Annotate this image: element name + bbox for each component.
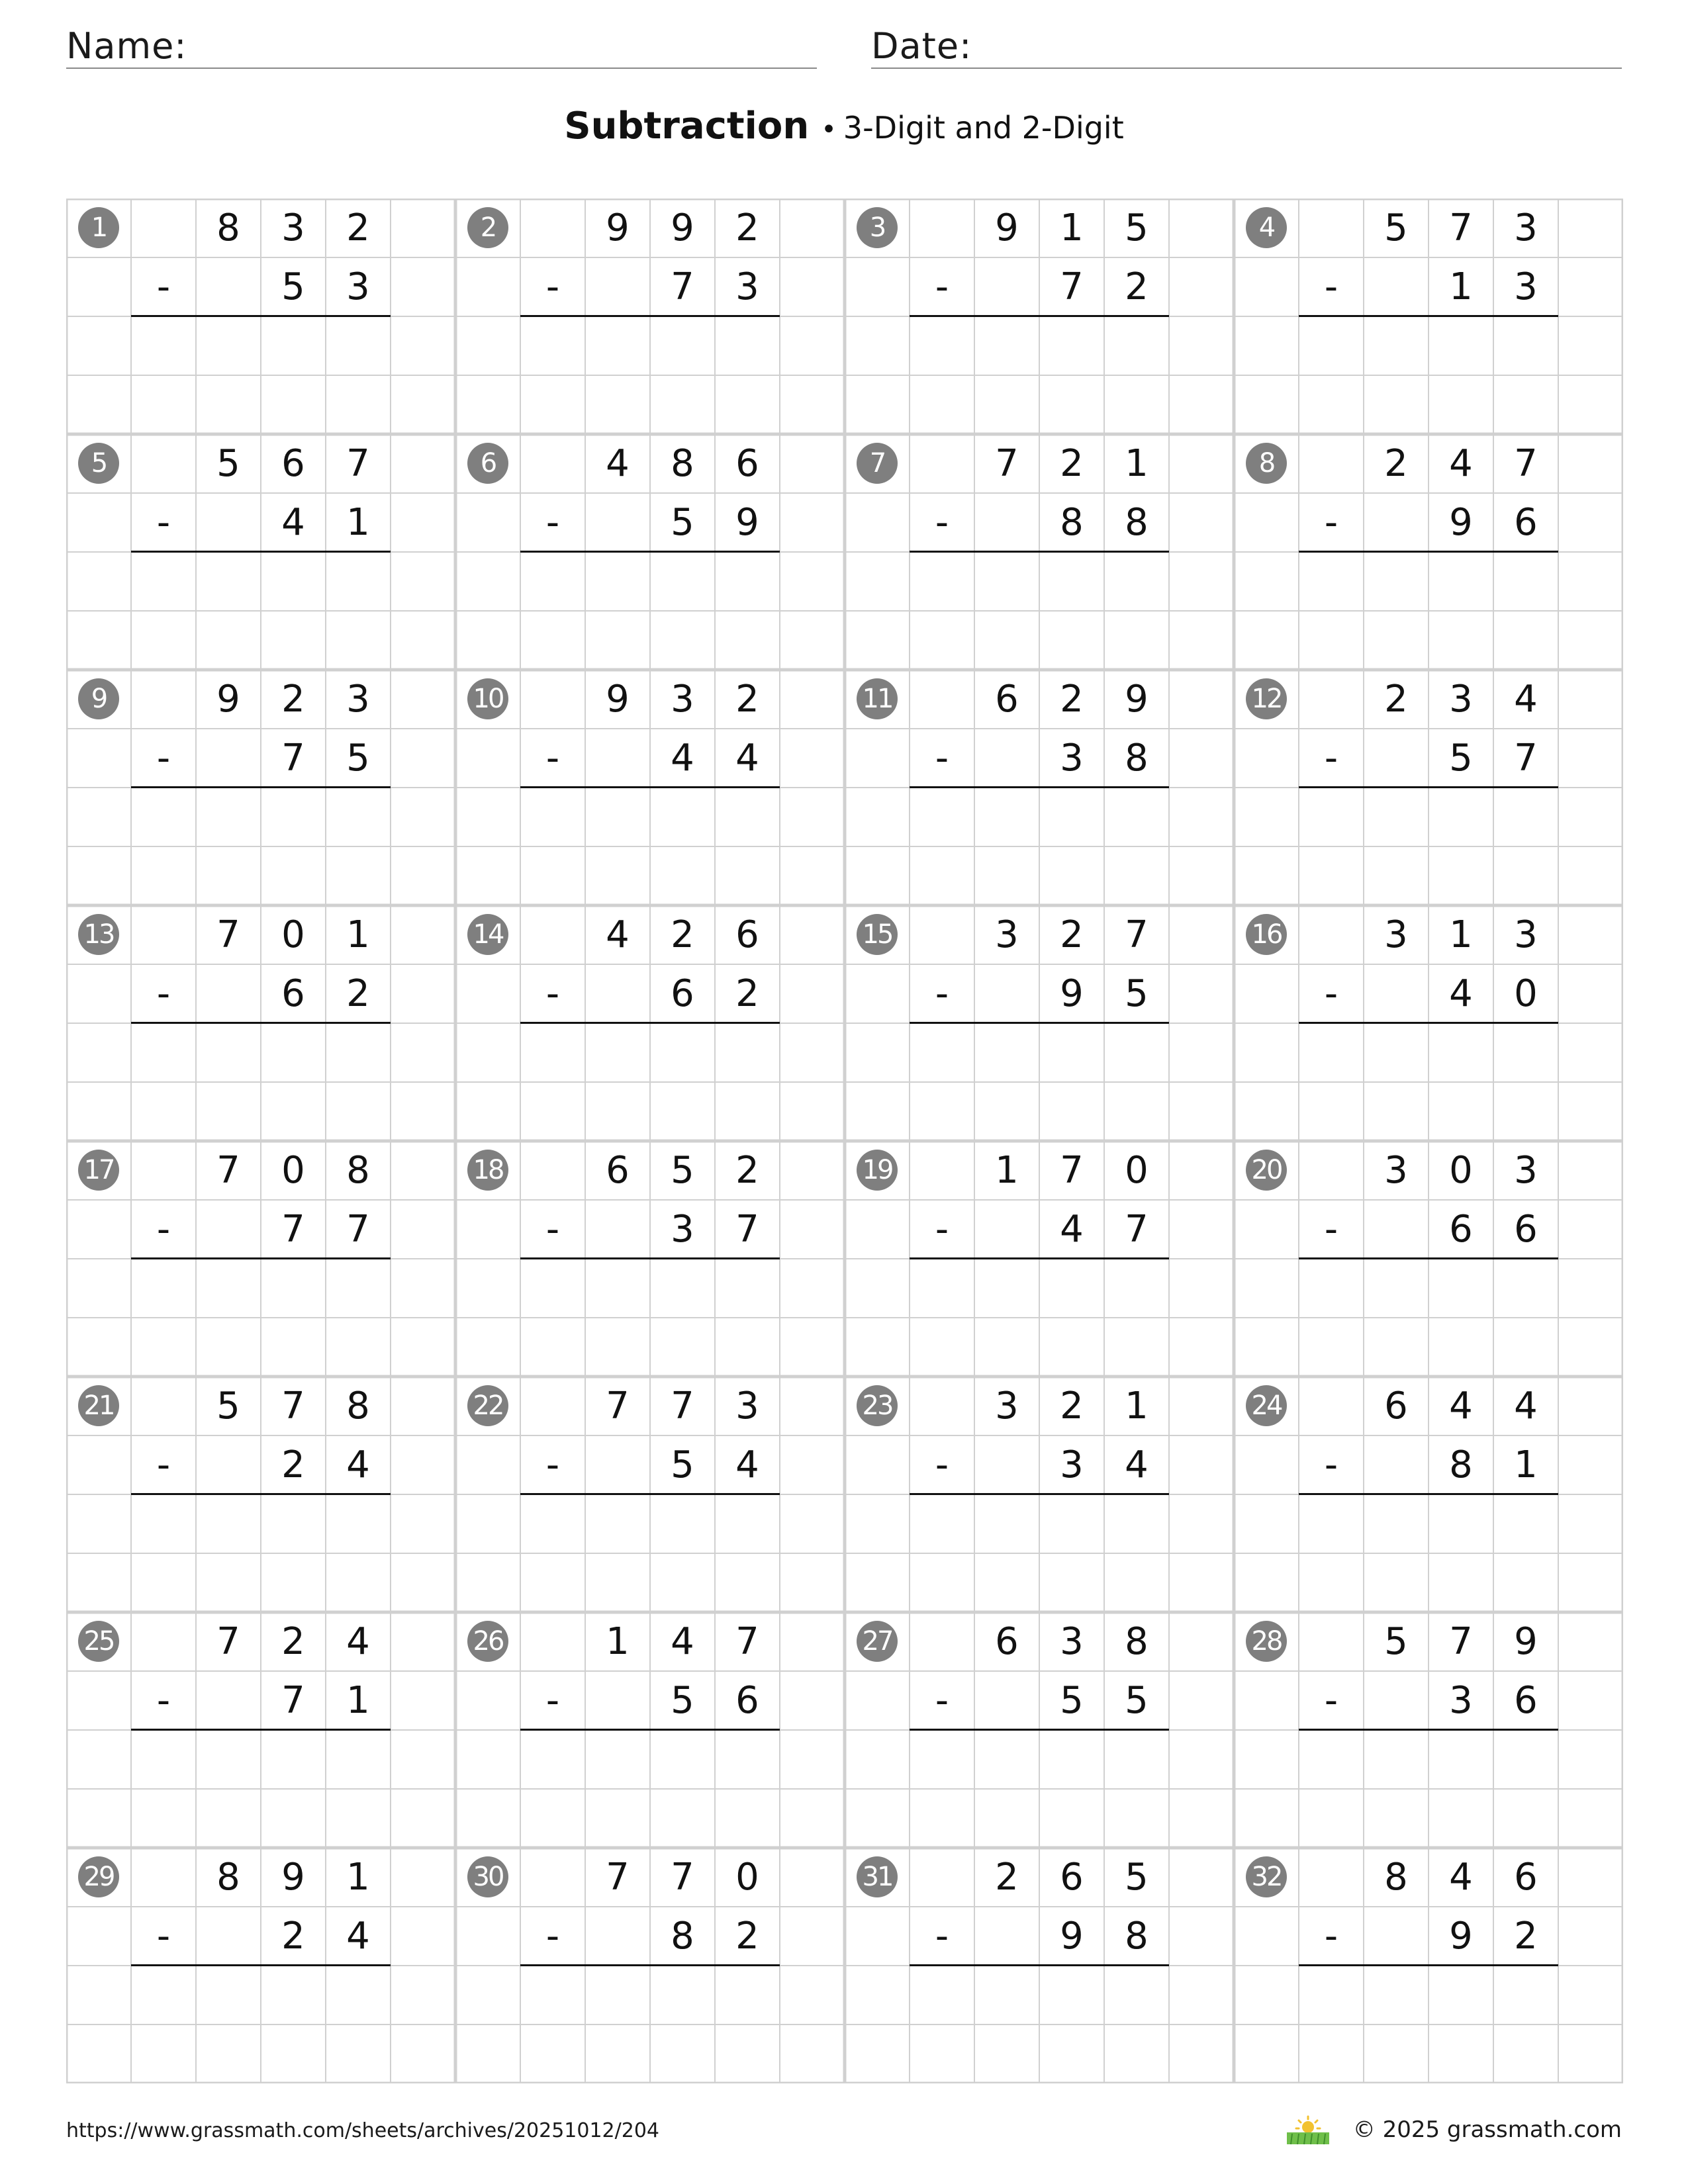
- answer-area[interactable]: [1299, 788, 1558, 846]
- subtrahend-digit: 6: [1514, 501, 1538, 544]
- minuend-digit: 2: [735, 206, 759, 250]
- minuend-digit: 2: [735, 678, 759, 721]
- minuend-digit: 1: [1125, 1385, 1149, 1428]
- problem-number-badge: 11: [857, 678, 898, 719]
- minuend-digit: 0: [735, 1856, 759, 1899]
- worksheet-title: [0, 105, 1688, 148]
- minuend-digit: 2: [1060, 1385, 1084, 1428]
- minuend-digit: 5: [1125, 206, 1149, 250]
- minuend-digit: 8: [1384, 1856, 1408, 1899]
- minuend-digit: 2: [1060, 442, 1084, 485]
- minuend-digit: 6: [1060, 1856, 1084, 1899]
- date-label: Date:: [871, 25, 972, 67]
- problem-number-badge: 6: [467, 443, 508, 484]
- subtrahend-digit: 8: [1125, 1915, 1149, 1958]
- minuend-digit: 3: [1384, 1149, 1408, 1192]
- answer-area[interactable]: [520, 316, 780, 375]
- subtrahend-digit: 4: [735, 737, 759, 780]
- problem-number-badge: 15: [857, 914, 898, 955]
- minuend-digit: 3: [995, 1385, 1019, 1428]
- problem-number-badge: 8: [1246, 443, 1287, 484]
- minuend-digit: 3: [346, 678, 370, 721]
- subtrahend-digit: 7: [281, 1208, 305, 1251]
- problem-number-badge: 3: [857, 207, 898, 248]
- minuend-digit: 2: [1060, 913, 1084, 956]
- minus-sign: -: [156, 1915, 171, 1958]
- minuend-digit: 3: [671, 678, 694, 721]
- subtrahend-digit: 8: [1125, 501, 1149, 544]
- subtrahend-digit: 3: [671, 1208, 694, 1251]
- problem-number-badge: 7: [857, 443, 898, 484]
- minuend-digit: 3: [281, 206, 305, 250]
- grass-sun-logo-icon: [1284, 2114, 1332, 2146]
- minuend-digit: 0: [1449, 1149, 1473, 1192]
- subtrahend-digit: 6: [1449, 1208, 1473, 1251]
- subtrahend-digit: 6: [281, 972, 305, 1015]
- minuend-digit: 6: [735, 442, 759, 485]
- minuend-digit: 8: [671, 442, 694, 485]
- subtrahend-digit: 4: [671, 737, 694, 780]
- problem-number-badge: 22: [467, 1385, 508, 1426]
- minuend-digit: 7: [1125, 913, 1149, 956]
- answer-area[interactable]: [910, 788, 1169, 846]
- subtrahend-digit: 6: [735, 1679, 759, 1722]
- minuend-digit: 6: [735, 913, 759, 956]
- subtrahend-digit: 5: [346, 737, 370, 780]
- answer-area[interactable]: [910, 316, 1169, 375]
- minuend-digit: 8: [216, 206, 240, 250]
- minuend-digit: 6: [995, 1620, 1019, 1663]
- subtrahend-digit: 2: [281, 1443, 305, 1486]
- minus-sign: -: [1324, 972, 1338, 1015]
- subtrahend-digit: 4: [1449, 972, 1473, 1015]
- subtrahend-digit: 5: [281, 265, 305, 308]
- minuend-digit: 7: [1514, 442, 1538, 485]
- answer-area[interactable]: [1299, 1023, 1558, 1082]
- minuend-digit: 4: [1514, 678, 1538, 721]
- subtrahend-digit: 3: [1060, 737, 1084, 780]
- problem-number-badge: 5: [78, 443, 119, 484]
- answer-area[interactable]: [520, 1259, 780, 1318]
- subtrahend-digit: 4: [1060, 1208, 1084, 1251]
- minus-sign: -: [935, 1915, 949, 1958]
- minuend-digit: 7: [671, 1856, 694, 1899]
- answer-area[interactable]: [910, 1494, 1169, 1553]
- minuend-digit: 9: [281, 1856, 305, 1899]
- minuend-digit: 0: [281, 1149, 305, 1192]
- subtrahend-digit: 2: [735, 972, 759, 1015]
- minuend-digit: 4: [1449, 442, 1473, 485]
- minuend-digit: 2: [671, 913, 694, 956]
- subtrahend-digit: 5: [671, 501, 694, 544]
- minuend-digit: 2: [281, 678, 305, 721]
- minus-sign: -: [156, 1208, 171, 1251]
- minus-sign: -: [156, 501, 171, 544]
- problem-number-badge: 25: [78, 1621, 119, 1662]
- answer-area[interactable]: [131, 1494, 391, 1553]
- minuend-digit: 6: [606, 1149, 630, 1192]
- problem-number-badge: 24: [1246, 1385, 1287, 1426]
- minuend-digit: 7: [281, 1385, 305, 1428]
- minuend-digit: 7: [216, 1149, 240, 1192]
- problem-number-badge: 31: [857, 1856, 898, 1897]
- subtrahend-digit: 9: [1449, 1915, 1473, 1958]
- minuend-digit: 3: [1514, 913, 1538, 956]
- subtrahend-digit: 4: [735, 1443, 759, 1486]
- minus-sign: -: [935, 501, 949, 544]
- minuend-digit: 5: [1384, 1620, 1408, 1663]
- minus-sign: -: [1324, 1915, 1338, 1958]
- minuend-digit: 3: [1060, 1620, 1084, 1663]
- problem-number-badge: 14: [467, 914, 508, 955]
- minuend-digit: 6: [281, 442, 305, 485]
- minuend-digit: 4: [1514, 1385, 1538, 1428]
- minuend-digit: 0: [1125, 1149, 1149, 1192]
- answer-area[interactable]: [520, 1966, 780, 2025]
- minuend-digit: 5: [671, 1149, 694, 1192]
- minuend-digit: 8: [1125, 1620, 1149, 1663]
- minuend-digit: 7: [735, 1620, 759, 1663]
- minus-sign: -: [1324, 1208, 1338, 1251]
- minuend-digit: 1: [346, 913, 370, 956]
- footer-url: https://www.grassmath.com/sheets/archives/20251012/204: [66, 2119, 660, 2142]
- minus-sign: -: [545, 501, 560, 544]
- subtrahend-digit: 3: [735, 265, 759, 308]
- minuend-digit: 9: [671, 206, 694, 250]
- problem-number-badge: 12: [1246, 678, 1287, 719]
- footer-brand: [1284, 2111, 1622, 2148]
- minuend-digit: 5: [216, 442, 240, 485]
- minuend-digit: 5: [216, 1385, 240, 1428]
- answer-area[interactable]: [910, 552, 1169, 611]
- minus-sign: -: [545, 1915, 560, 1958]
- answer-area[interactable]: [1299, 1259, 1558, 1318]
- problem-number-badge: 13: [78, 914, 119, 955]
- minuend-digit: 4: [606, 913, 630, 956]
- minuend-digit: 9: [995, 206, 1019, 250]
- title-subtitle: 3-Digit and 2-Digit: [843, 110, 1124, 146]
- minuend-digit: 9: [606, 678, 630, 721]
- answer-area[interactable]: [520, 1023, 780, 1082]
- minuend-digit: 4: [1449, 1856, 1473, 1899]
- minus-sign: -: [156, 265, 171, 308]
- minuend-digit: 6: [1384, 1385, 1408, 1428]
- minuend-digit: 3: [735, 1385, 759, 1428]
- problem-number-badge: 23: [857, 1385, 898, 1426]
- subtrahend-digit: 8: [671, 1915, 694, 1958]
- problem-number-badge: 1: [78, 207, 119, 248]
- subtrahend-digit: 4: [346, 1915, 370, 1958]
- minus-sign: -: [1324, 265, 1338, 308]
- subtrahend-digit: 4: [1125, 1443, 1149, 1486]
- title-bullet: •: [821, 114, 837, 145]
- minuend-digit: 9: [1125, 678, 1149, 721]
- subtrahend-digit: 6: [1514, 1208, 1538, 1251]
- minuend-digit: 7: [216, 1620, 240, 1663]
- answer-area[interactable]: [131, 552, 391, 611]
- minus-sign: -: [1324, 1443, 1338, 1486]
- minuend-digit: 0: [281, 913, 305, 956]
- subtrahend-digit: 4: [346, 1443, 370, 1486]
- answer-area[interactable]: [910, 1730, 1169, 1789]
- minus-sign: -: [545, 1679, 560, 1722]
- minuend-digit: 3: [1514, 206, 1538, 250]
- subtrahend-digit: 1: [346, 1679, 370, 1722]
- problem-number-badge: 29: [78, 1856, 119, 1897]
- minus-sign: -: [1324, 737, 1338, 780]
- subtrahend-digit: 7: [1125, 1208, 1149, 1251]
- minus-sign: -: [545, 1443, 560, 1486]
- minuend-digit: 7: [1060, 1149, 1084, 1192]
- subtrahend-digit: 1: [1449, 265, 1473, 308]
- minuend-digit: 8: [346, 1149, 370, 1192]
- minuend-digit: 2: [1384, 442, 1408, 485]
- minuend-digit: 3: [1449, 678, 1473, 721]
- answer-area[interactable]: [1299, 316, 1558, 375]
- minuend-digit: 1: [995, 1149, 1019, 1192]
- minuend-digit: 7: [995, 442, 1019, 485]
- subtrahend-digit: 7: [281, 1679, 305, 1722]
- minuend-digit: 8: [346, 1385, 370, 1428]
- problem-number-badge: 10: [467, 678, 508, 719]
- subtrahend-digit: 3: [1060, 1443, 1084, 1486]
- answer-area[interactable]: [1299, 552, 1558, 611]
- minuend-digit: 4: [606, 442, 630, 485]
- minuend-digit: 2: [281, 1620, 305, 1663]
- answer-area[interactable]: [131, 1023, 391, 1082]
- minus-sign: -: [935, 972, 949, 1015]
- subtrahend-digit: 9: [735, 501, 759, 544]
- minuend-digit: 7: [671, 1385, 694, 1428]
- subtrahend-digit: 7: [735, 1208, 759, 1251]
- minus-sign: -: [935, 265, 949, 308]
- answer-area[interactable]: [520, 1494, 780, 1553]
- subtrahend-digit: 1: [1514, 1443, 1538, 1486]
- minus-sign: -: [1324, 1679, 1338, 1722]
- answer-area[interactable]: [910, 1259, 1169, 1318]
- problem-number-badge: 9: [78, 678, 119, 719]
- subtrahend-digit: 5: [1449, 737, 1473, 780]
- subtrahend-digit: 7: [346, 1208, 370, 1251]
- answer-area[interactable]: [131, 1259, 391, 1318]
- subtrahend-digit: 7: [281, 737, 305, 780]
- subtrahend-digit: 3: [1449, 1679, 1473, 1722]
- answer-area[interactable]: [520, 552, 780, 611]
- name-field[interactable]: [66, 25, 817, 69]
- minus-sign: -: [545, 1208, 560, 1251]
- subtrahend-digit: 5: [671, 1443, 694, 1486]
- minus-sign: -: [156, 1443, 171, 1486]
- subtrahend-digit: 5: [1060, 1679, 1084, 1722]
- answer-area[interactable]: [520, 1730, 780, 1789]
- subtrahend-digit: 9: [1060, 972, 1084, 1015]
- minuend-digit: 9: [606, 206, 630, 250]
- minuend-digit: 4: [1449, 1385, 1473, 1428]
- problem-number-badge: 26: [467, 1621, 508, 1662]
- minus-sign: -: [545, 737, 560, 780]
- answer-area[interactable]: [910, 1966, 1169, 2025]
- minuend-digit: 6: [995, 678, 1019, 721]
- minuend-digit: 9: [1514, 1620, 1538, 1663]
- subtrahend-digit: 5: [1125, 1679, 1149, 1722]
- minuend-digit: 6: [1514, 1856, 1538, 1899]
- problem-number-badge: 4: [1246, 207, 1287, 248]
- subtrahend-digit: 7: [671, 265, 694, 308]
- minus-sign: -: [156, 972, 171, 1015]
- minuend-digit: 7: [346, 442, 370, 485]
- problem-number-badge: 2: [467, 207, 508, 248]
- minus-sign: -: [545, 972, 560, 1015]
- minuend-digit: 9: [216, 678, 240, 721]
- minuend-digit: 7: [216, 913, 240, 956]
- subtrahend-digit: 4: [281, 501, 305, 544]
- minuend-digit: 3: [995, 913, 1019, 956]
- footer-copyright: © 2025 grassmath.com: [1352, 2116, 1622, 2143]
- minus-sign: -: [935, 1679, 949, 1722]
- minuend-digit: 7: [606, 1856, 630, 1899]
- answer-area[interactable]: [1299, 1494, 1558, 1553]
- subtrahend-digit: 8: [1449, 1443, 1473, 1486]
- problem-number-badge: 19: [857, 1150, 898, 1191]
- title-main: Subtraction: [564, 105, 810, 148]
- problem-number-badge: 16: [1246, 914, 1287, 955]
- minus-sign: -: [1324, 501, 1338, 544]
- answer-area[interactable]: [1299, 1966, 1558, 2025]
- subtrahend-digit: 7: [1514, 737, 1538, 780]
- problem-number-badge: 21: [78, 1385, 119, 1426]
- minuend-digit: 4: [346, 1620, 370, 1663]
- answer-area[interactable]: [520, 788, 780, 846]
- subtrahend-digit: 2: [281, 1915, 305, 1958]
- date-field[interactable]: [871, 25, 1622, 69]
- minuend-digit: 1: [1125, 442, 1149, 485]
- minus-sign: -: [156, 1679, 171, 1722]
- minuend-digit: 1: [346, 1856, 370, 1899]
- subtrahend-digit: 8: [1060, 501, 1084, 544]
- minuend-digit: 2: [1060, 678, 1084, 721]
- problem-number-badge: 30: [467, 1856, 508, 1897]
- subtrahend-digit: 2: [346, 972, 370, 1015]
- subtrahend-digit: 9: [1060, 1915, 1084, 1958]
- minuend-digit: 4: [671, 1620, 694, 1663]
- subtrahend-digit: 1: [346, 501, 370, 544]
- minus-sign: -: [156, 737, 171, 780]
- minus-sign: -: [935, 1443, 949, 1486]
- minus-sign: -: [935, 1208, 949, 1251]
- minuend-digit: 3: [1384, 913, 1408, 956]
- answer-area[interactable]: [131, 788, 391, 846]
- minuend-digit: 1: [1060, 206, 1084, 250]
- minuend-digit: 2: [346, 206, 370, 250]
- minuend-digit: 5: [1384, 206, 1408, 250]
- subtrahend-digit: 8: [1125, 737, 1149, 780]
- minuend-digit: 8: [216, 1856, 240, 1899]
- subtrahend-digit: 5: [1125, 972, 1149, 1015]
- minus-sign: -: [545, 265, 560, 308]
- subtrahend-digit: 0: [1514, 972, 1538, 1015]
- subtrahend-digit: 9: [1449, 501, 1473, 544]
- problem-grid: [66, 199, 1623, 2083]
- subtrahend-digit: 3: [346, 265, 370, 308]
- answer-area[interactable]: [910, 1023, 1169, 1082]
- problem-number-badge: 18: [467, 1150, 508, 1191]
- problem-number-badge: 17: [78, 1150, 119, 1191]
- answer-area[interactable]: [131, 1966, 391, 2025]
- subtrahend-digit: 6: [671, 972, 694, 1015]
- minuend-digit: 3: [1514, 1149, 1538, 1192]
- subtrahend-digit: 6: [1514, 1679, 1538, 1722]
- answer-area[interactable]: [131, 1730, 391, 1789]
- minuend-digit: 7: [606, 1385, 630, 1428]
- problem-number-badge: 32: [1246, 1856, 1287, 1897]
- answer-area[interactable]: [1299, 1730, 1558, 1789]
- minuend-digit: 1: [1449, 913, 1473, 956]
- subtrahend-digit: 2: [1125, 265, 1149, 308]
- name-label: Name:: [66, 25, 187, 67]
- minuend-digit: 2: [995, 1856, 1019, 1899]
- minuend-digit: 2: [1384, 678, 1408, 721]
- subtrahend-digit: 2: [1514, 1915, 1538, 1958]
- subtrahend-digit: 7: [1060, 265, 1084, 308]
- problem-number-badge: 28: [1246, 1621, 1287, 1662]
- subtrahend-digit: 3: [1514, 265, 1538, 308]
- minuend-digit: 2: [735, 1149, 759, 1192]
- problem-number-badge: 27: [857, 1621, 898, 1662]
- minuend-digit: 5: [1125, 1856, 1149, 1899]
- answer-area[interactable]: [131, 316, 391, 375]
- minus-sign: -: [935, 737, 949, 780]
- minuend-digit: 7: [1449, 206, 1473, 250]
- problem-number-badge: 20: [1246, 1150, 1287, 1191]
- subtrahend-digit: 2: [735, 1915, 759, 1958]
- minuend-digit: 1: [606, 1620, 630, 1663]
- subtrahend-digit: 5: [671, 1679, 694, 1722]
- minuend-digit: 7: [1449, 1620, 1473, 1663]
